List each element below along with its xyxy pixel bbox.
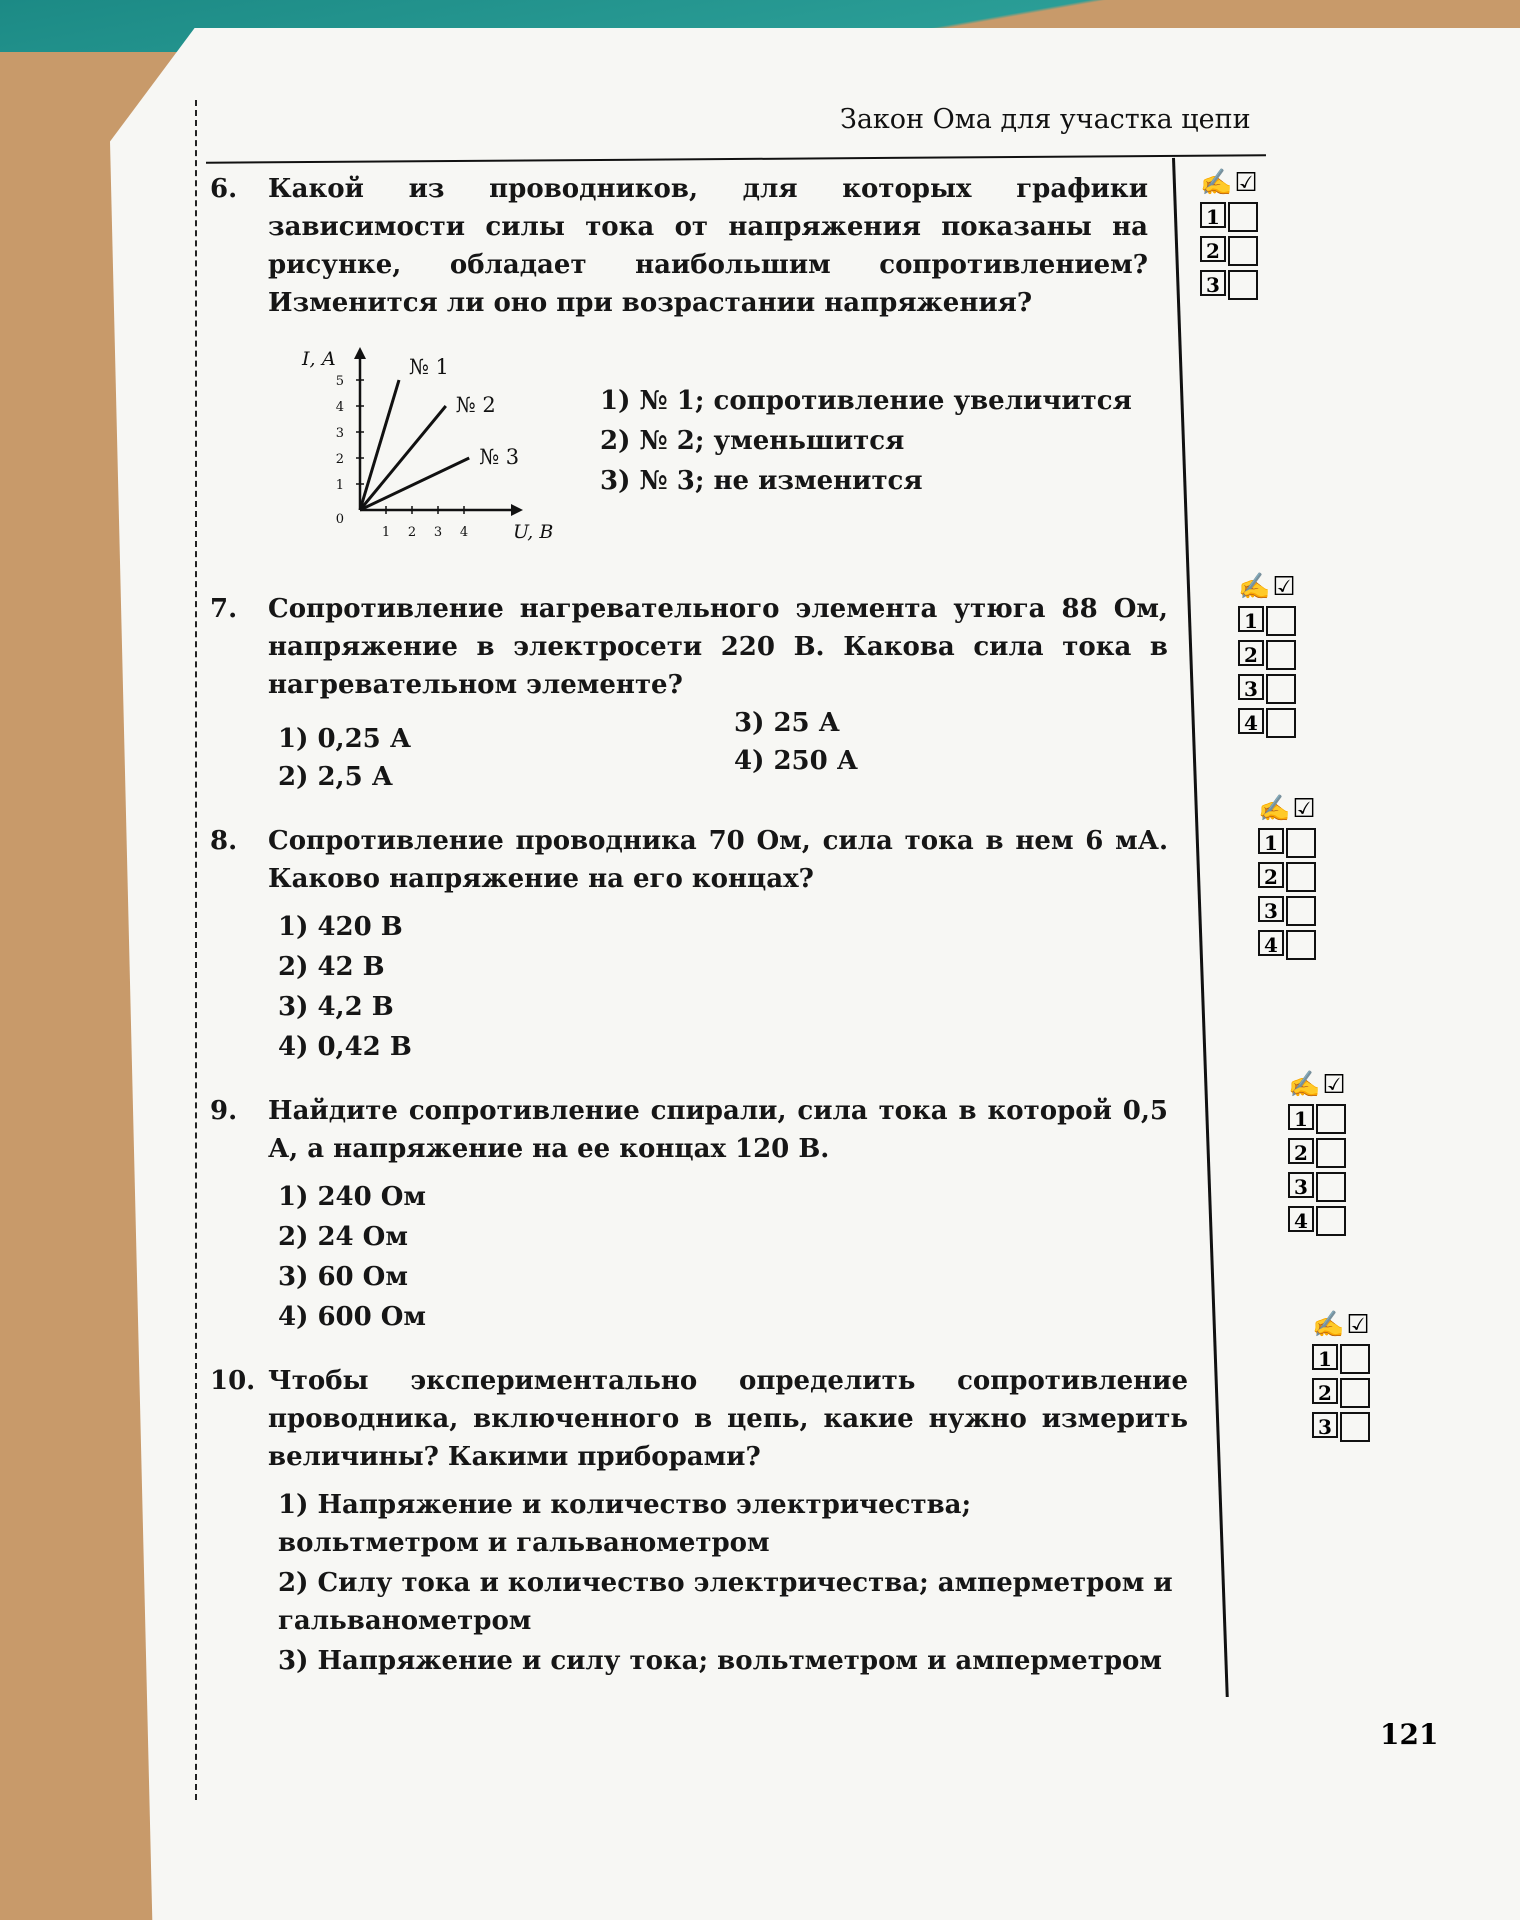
y-tick-label: 3 <box>335 426 344 441</box>
box-label: 1 <box>1238 606 1264 632</box>
page-number: 121 <box>1380 1718 1439 1751</box>
answer-option[interactable]: 3) № 3; не изменится <box>600 466 923 496</box>
box-label: 1 <box>1200 202 1226 228</box>
answer-option[interactable]: 4) 600 Ом <box>278 1302 427 1332</box>
y-tick-label: 5 <box>335 374 344 389</box>
answers <box>600 380 1132 502</box>
answer-checkbox[interactable] <box>1286 828 1316 858</box>
pencil-icon: ✍ <box>1200 168 1235 198</box>
y-axis-arrow <box>354 347 366 359</box>
page-content <box>210 170 1190 1682</box>
question-text: Какой из проводников, для которых графики зависимости силы тока от напряжения показаны на рисунке, обладает наибольшим сопротивлением? Изменится ли оно при возрастании напряжения? <box>268 174 1148 318</box>
answers <box>278 1178 1190 1336</box>
answer-option[interactable]: 2) 24 Ом <box>278 1222 408 1252</box>
box-label: 3 <box>1288 1172 1314 1198</box>
answer-marks-6 <box>1200 168 1260 300</box>
box-label: 1 <box>1312 1344 1338 1370</box>
y-axis-label: I, А <box>302 348 336 370</box>
answer-option[interactable]: 4) 0,42 В <box>278 1032 412 1062</box>
box-label: 4 <box>1288 1206 1314 1232</box>
question-number: 10. <box>210 1366 256 1396</box>
x-tick-label: 3 <box>433 525 443 540</box>
question-text: Сопротивление нагревательного элемента утюга 88 Ом, напряжение в электросети 220 В. Какова сила тока в нагревательном элементе? <box>268 594 1168 700</box>
check-icon: ☑ <box>1292 794 1318 824</box>
answer-option[interactable]: 3) 60 Ом <box>278 1262 408 1292</box>
answer-option[interactable]: 2) Силу тока и количество электричества; амперметром и гальванометром <box>278 1568 1173 1636</box>
answer-checkbox[interactable] <box>1286 896 1316 926</box>
cut-line <box>195 100 197 1800</box>
check-icon: ☑ <box>1272 572 1298 602</box>
series-label: № 3 <box>479 445 520 469</box>
y-tick-label: 1 <box>335 478 344 493</box>
answer-checkbox[interactable] <box>1266 674 1296 704</box>
box-label: 4 <box>1238 708 1264 734</box>
answer-option[interactable]: 1) 0,25 А <box>278 724 411 754</box>
answer-checkbox[interactable] <box>1316 1104 1346 1134</box>
answer-option[interactable]: 3) 25 А <box>734 708 840 738</box>
question-8 <box>210 822 1190 1066</box>
running-title: Закон Ома для участка цепи <box>840 104 1251 135</box>
answer-option[interactable]: 2) № 2; уменьшится <box>600 426 905 456</box>
pencil-icon: ✍ <box>1238 572 1273 602</box>
answer-marks-7 <box>1238 572 1298 738</box>
box-label: 2 <box>1200 236 1226 262</box>
box-label: 3 <box>1238 674 1264 700</box>
question-number: 7. <box>210 594 238 624</box>
x-axis-arrow <box>511 504 523 516</box>
box-label: 2 <box>1288 1138 1314 1164</box>
answer-option[interactable]: 2) 42 В <box>278 952 385 982</box>
answer-checkbox[interactable] <box>1340 1344 1370 1374</box>
question-text: Сопротивление проводника 70 Ом, сила тока в нем 6 мА. Каково напряжение на его концах? <box>268 826 1168 894</box>
answer-option[interactable]: 3) 4,2 В <box>278 992 394 1022</box>
answer-option[interactable]: 2) 2,5 А <box>278 762 393 792</box>
x-axis-label: U, В <box>513 521 554 543</box>
question-text: Найдите сопротивление спирали, сила тока в которой 0,5 А, а напряжение на ее концах 120 В. <box>268 1096 1168 1164</box>
answer-checkbox[interactable] <box>1340 1378 1370 1408</box>
answer-checkbox[interactable] <box>1286 930 1316 960</box>
box-label: 4 <box>1258 930 1284 956</box>
pencil-icon: ✍ <box>1312 1310 1347 1340</box>
series-label: № 2 <box>455 393 496 417</box>
pencil-icon: ✍ <box>1258 794 1293 824</box>
question-number: 6. <box>210 174 238 204</box>
answer-checkbox[interactable] <box>1266 606 1296 636</box>
question-7 <box>210 590 1190 796</box>
pencil-icon: ✍ <box>1288 1070 1323 1100</box>
question-number: 8. <box>210 826 238 856</box>
check-icon: ☑ <box>1234 168 1260 198</box>
answer-option[interactable]: 3) Напряжение и силу тока; вольтметром и амперметром <box>278 1646 1162 1676</box>
check-icon: ☑ <box>1322 1070 1348 1100</box>
y-tick-label: 2 <box>335 452 344 467</box>
answers <box>278 704 1190 796</box>
answers <box>278 1486 1178 1680</box>
answer-checkbox[interactable] <box>1266 640 1296 670</box>
y-tick-label: 4 <box>335 400 344 415</box>
answer-option[interactable]: 1) 240 Ом <box>278 1182 427 1212</box>
series-line <box>360 406 446 510</box>
answer-checkbox[interactable] <box>1228 270 1258 300</box>
answer-option[interactable]: 1) 420 В <box>278 912 403 942</box>
box-label: 3 <box>1200 270 1226 296</box>
answer-checkbox[interactable] <box>1228 202 1258 232</box>
answer-checkbox[interactable] <box>1228 236 1258 266</box>
box-label: 1 <box>1258 828 1284 854</box>
x-tick-label: 1 <box>381 525 391 540</box>
box-label: 3 <box>1312 1412 1338 1438</box>
answer-checkbox[interactable] <box>1316 1206 1346 1236</box>
x-tick-label: 4 <box>459 525 469 540</box>
answer-checkbox[interactable] <box>1266 708 1296 738</box>
box-label: 1 <box>1288 1104 1314 1130</box>
answer-checkbox[interactable] <box>1316 1172 1346 1202</box>
answer-option[interactable]: 4) 250 А <box>734 746 858 776</box>
box-label: 2 <box>1238 640 1264 666</box>
series-label: № 1 <box>409 355 449 379</box>
box-label: 2 <box>1312 1378 1338 1404</box>
answer-checkbox[interactable] <box>1340 1412 1370 1442</box>
question-10 <box>210 1362 1190 1680</box>
question-9 <box>210 1092 1190 1336</box>
question-6 <box>210 170 1190 570</box>
answer-marks-9 <box>1288 1070 1348 1236</box>
answer-option[interactable]: 1) Напряжение и количество электричества; вольтметром и гальванометром <box>278 1490 972 1558</box>
answer-checkbox[interactable] <box>1316 1138 1346 1168</box>
answer-option[interactable]: 1) № 1; сопротивление увеличится <box>600 386 1132 416</box>
series-line <box>360 380 399 510</box>
check-icon: ☑ <box>1346 1310 1372 1340</box>
series-line <box>360 458 469 510</box>
answer-marks-8 <box>1258 794 1318 960</box>
x-tick-label: 2 <box>407 525 417 540</box>
y-tick-label: 0 <box>335 512 344 527</box>
answers <box>278 908 1190 1066</box>
question-number: 9. <box>210 1096 238 1126</box>
iv-graph <box>300 340 600 550</box>
answer-marks-10 <box>1312 1310 1372 1442</box>
box-label: 3 <box>1258 896 1284 922</box>
box-label: 2 <box>1258 862 1284 888</box>
answer-checkbox[interactable] <box>1286 862 1316 892</box>
question-text: Чтобы экспериментально определить сопротивление проводника, включенного в цепь, какие нужно измерить величины? Какими приборами? <box>268 1366 1188 1472</box>
